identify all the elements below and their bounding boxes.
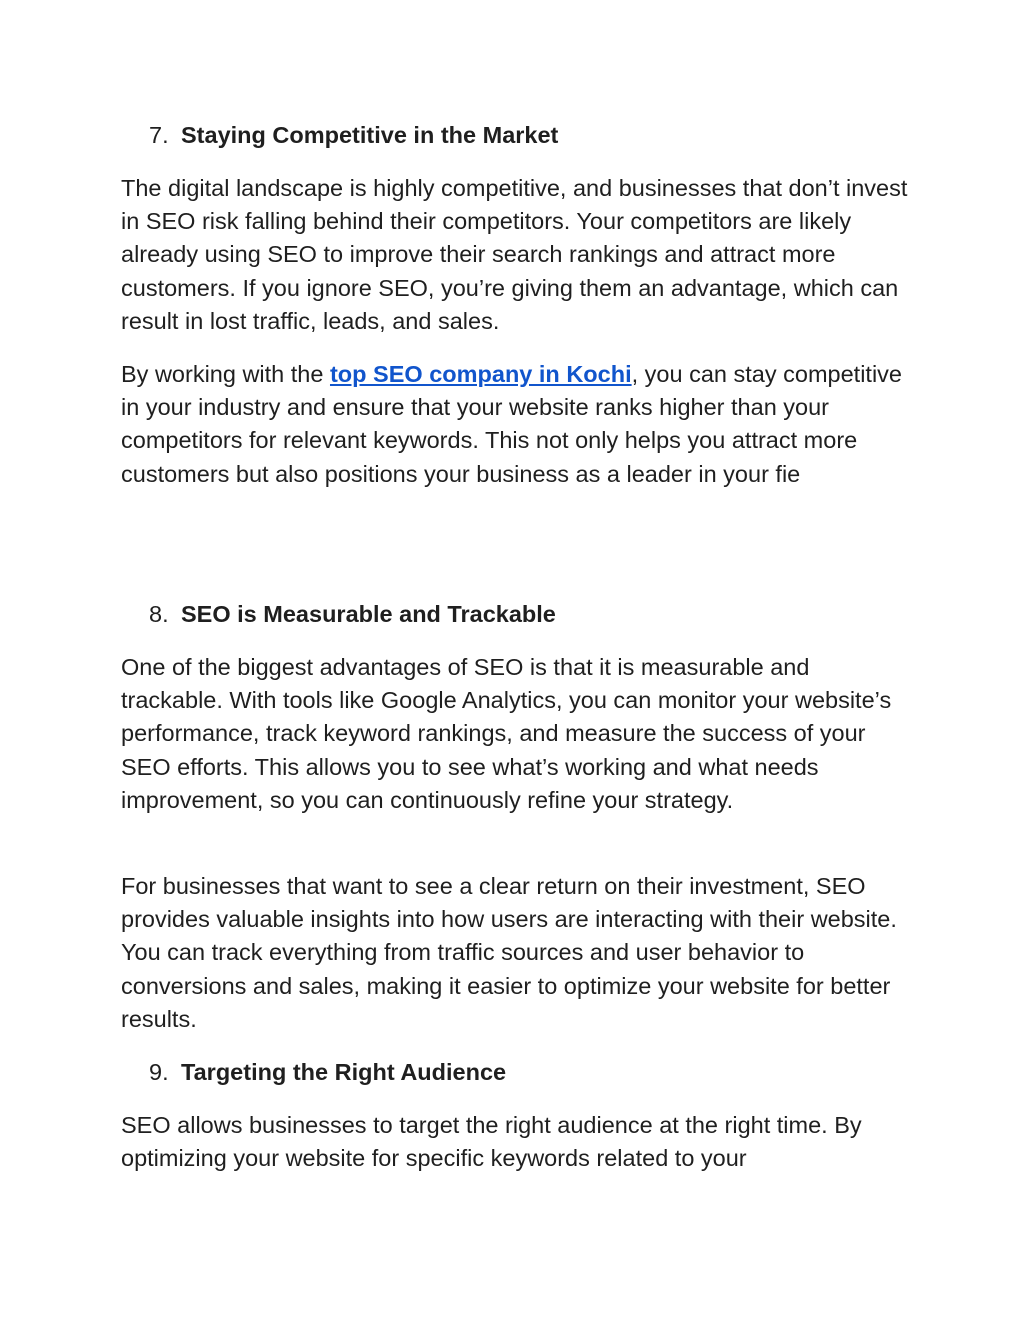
paragraph: The digital landscape is highly competitive, and businesses that don’t invest in SEO risk falling behind their competitors. Your competitors are likely already using SEO to improve their search rankings and attract more customers. If you ignore SEO, you’re giving them an advantage, which can result in lost traffic, leads, and sales. [121,175,908,334]
section-number: 9. [149,1059,169,1085]
section-heading-9 [149,1057,506,1087]
top-seo-company-link[interactable]: top SEO company in Kochi [329,361,632,387]
paragraph: SEO allows businesses to target the right audience at the right time. By optimizing your website for specific keywords related to your [121,1112,862,1172]
section-heading-7 [149,120,558,150]
section-number: 7. [149,122,169,148]
paragraph-text: , you can stay competitive in your industry and ensure that your website ranks higher than your competitors for relevant keywords. This not only helps you attract more customers but also positions your business as a leader in your fie [121,361,902,487]
paragraph-text: By working with the [121,361,330,387]
section-number: 8. [149,601,169,627]
paragraph: For businesses that want to see a clear return on their investment, SEO provides valuable insights into how users are interacting with their website. You can track everything from traffic sources and user behavior to conversions and sales, making it easier to optimize your website for better results. [121,873,897,1032]
paragraph: One of the biggest advantages of SEO is that it is measurable and trackable. With tools like Google Analytics, you can monitor your website’s performance, track keyword rankings, and measure the success of your SEO efforts. This allows you to see what’s working and what needs improvement, so you can continuously refine your strategy. [121,654,892,813]
section-heading-8 [149,599,556,629]
paragraph [121,358,911,491]
section-title: Staying Competitive in the Market [181,122,559,148]
section-title: SEO is Measurable and Trackable [181,601,556,627]
section-title: Targeting the Right Audience [181,1059,507,1085]
